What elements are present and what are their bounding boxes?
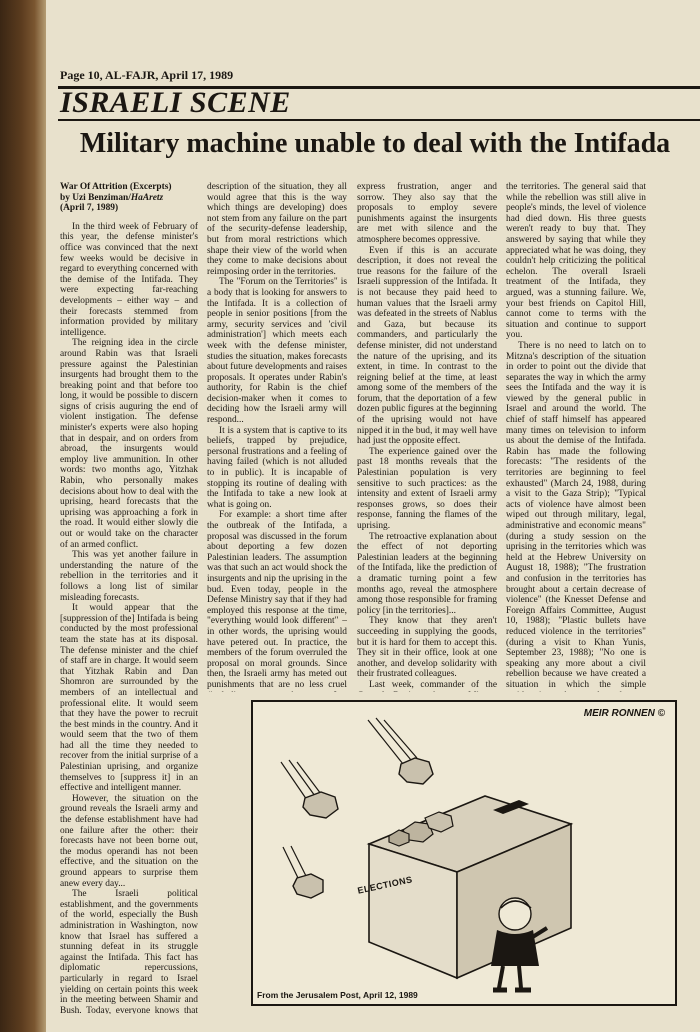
header-rule-bottom [58,119,700,121]
article-column-4 [506,182,646,692]
byline-author-name: by Uzi Benziman/ [60,192,131,203]
byline-source: HaAretz [130,192,164,203]
byline-title: War Of Attrition (Excerpts) [60,182,172,192]
paragraph: There is no need to latch on to Mitzna's description of the situation in order to point out the divide that separates the way in which the army sees the Intifada and the way it is viewed by the general public in Israel and around the world. The chief of staff himself has appeared many times on television to inform us about the demise of the Intifada. Rabin has made the following forecasts: "The residents of the territories are beginning to feel exhausted" (March 24, 1988, during a visit to the Gaza Strip); "Typical acts of violence have almost been wiped out through military, legal, administrative and economic means" (during a study session on the uprising in the territories which was held at the Hebrew University on August 18, 1988); "The frustration and confusion in the territories has brought about a certain decrease of violence" (the Knesset Defense and Foreign Affairs Committee, August 10, 1988); "Plastic bullets have reduced violence in the territories" (during a visit to Khan Yunis, September 23, 1988); "No one is speaking any more about a civil rebellion because we have created a situation in which the simple [506,340,646,690]
paragraph: the territories. The general said that while the rebellion was still alive in people's minds, the level of violence had died down. His three guests weren't ready to buy that. They answered by saying that while they appreciated what he was doing, they couldn't help criticizing the political echelon. The overall Israeli treatment of the Intifada, they argued, was a stunning failure. We, your best friends on Capitol Hill, cannot come to terms with the situation and continue to support you. [506,182,646,341]
paragraph: Last week, commander of the [369,679,497,690]
byline-date: (April 7, 1989) [60,203,119,214]
article-column-3 [357,182,497,692]
paragraph: They know that they aren't succeeding in supplying the goods, but it is hard for them to accept this. They sit in their office, look at one another, and develop solidarity with their frustrated colleagues. [357,616,497,680]
paragraph: This was yet another failure in understanding the nature of the rebellion in the territories and it follows a long list of similar misleading forecasts. [60,550,198,603]
cartoon-caption: From the Jerusalem Post, April 12, 1989 [257,990,418,1000]
paragraph: express frustration, anger and sorrow. They also say that the proposals to employ severe punishments against the insurgents are met with silence and the atmosphere becomes oppressive. [357,182,497,245]
paragraph: Even if this is an accurate description, it does not reveal the true reasons for the failure of the Israeli suppression of the Intifada. It is not because they paid heed to human values that the Israeli army was defeated in the streets of Nablus and Gaza, but because its commanders, and particularly the defense minister, did not understand the nature of the uprising, and its extent, in time. In contrast to the reigning belief at the time, at least among some of the members of the forum, that the deportation of a few dozen public figures at the beginning of the uprising would not have nipped it in the bud, it may well have had just the opposite effect. [357,245,497,447]
paragraph: The retroactive explanation about the effect of not deporting Palestinian leaders at the beginning of the Intifada, like the prediction of a dramatic turning point a few months ago, reveal the atmosphere among those responsible for framing policy [in the territories]... [357,531,497,616]
article-column-1 [60,182,198,1014]
byline-author [60,193,198,204]
paragraph: In the third week of February of this year, the defense minister's office was convinced that the next few weeks would be decisive in regard to everything concerned with the demise of the Intifada. They were expecting far-reaching developments – either way – and their forecasts stemmed from information provided by military intelligence. [60,221,198,338]
paragraph: However, the situation on the ground reveals the Israeli army and the defense establishment have had one failure after the other: their forecasts have not been borne out, the modus operandi has not been effective, and the situation on the ground appears to surprise them anew every day... [60,793,198,889]
section-title: ISRAELI SCENE [60,86,291,119]
ballot-box-label: ELECTIONS [356,874,414,896]
paragraph: It is a system that is captive to its beliefs, trapped by prejudice, personal frustrations and a feeling of having failed (which is not alluded to in public). It is incapable of stopping its routine of dealing with the Intifada to take a new look at what is going on. [207,425,347,510]
editorial-cartoon [251,700,677,1006]
paragraph: For example: a short time after the outbreak of the Intifada, a proposal was discussed in the forum about deporting a few dozen Palestinian leaders. The assumption was that such an act would shock the insurgents and nip the uprising in the bud. Even today, people in the Defense Ministry say that if they had employed this response at the time, "everything would look different" – in other words, the uprising would have petered out. In practice, the members of the forum overruled the proposal on moral grounds. Since then, the Israeli army has meted out punishments that are no less cruel [207,510,347,690]
paragraph: It would appear that the [suppression of the] Intifada is being conducted by the most professional team the state has at its disposal. The defense minister and the chief of staff are in charge. It would seem that Yitzhak Rabin and Dan Shomron are surrounded by the members of an intellectual and professional elite. It would seem that they have the power to recruit the best minds in the country. And it would seem that the two of them had all the time they needed to recover from the initial surprise of a Palestinian uprising, and organize themselves to [suppress it] in an effective and intelligent manner. [60,603,198,794]
paragraph: The "Forum on the Territories" is a body that is looking for answers to the Intifada. It is a collection of people in senior positions [from the army, security services and 'civil administration'] which meets each week with the defense minister, studies the situation, makes forecasts about future developments and raises proposals. It operates under Rabin's authority, for Rabin is the chief decision-maker when it comes to deciding how the Israeli army will respond... [207,277,347,426]
cartoon-drawing [253,702,675,1004]
article-column-2 [207,182,347,692]
paragraph: description of the situation, they all would agree that this is the way which things are developing) does not stem from any failure on the part of the security-defense leadership, but from moral restrictions which shape their view of the world when they come to make decisions about reimposing order in the territories. [207,182,347,277]
paragraph: The reigning idea in the circle around Rabin was that Israeli pressure against the Palestinian insurgents had brought them to the breaking point and that before too long, it would be possible to discern signs of crisis auguring the end of violent instigation. The defense minister's experts were also hoping that in despair, and on orders from abroad, the insurgents would employ live ammunition. In other words: two months ago, Yitzhak Rabin, who personally makes decisions about how to deal with the uprising, heard forecasts that the uprising was approaching a fork in the road. It would either slowly die out or would take on the character of an armed conflict. [60,338,198,550]
book-binding [0,0,46,1032]
page-header: Page 10, AL-FAJR, April 17, 1989 [60,68,234,82]
paragraph: The experience gained over the past 18 months reveals that the Palestinian population is very sensitive to such practices: as the intensity and extent of Israeli army responses grows, so does their response, fanning the flames of the uprising. [357,446,497,531]
paragraph: The Israeli political establishment, and the governments of the world, especially the Bush administration in Washington, now know that Israel has suffered a stunning defeat in its struggle against the Intifada. This fact has diplomatic repercussions, particularly in regard to Israel yielding on certain points this week in the meeting between Shamir and Bush. Today, everyone knows that [60,889,198,1014]
cartoonist-signature: MEIR RONNEN © [583,708,665,719]
article-headline: Military machine unable to deal with the Intifada [79,128,671,159]
